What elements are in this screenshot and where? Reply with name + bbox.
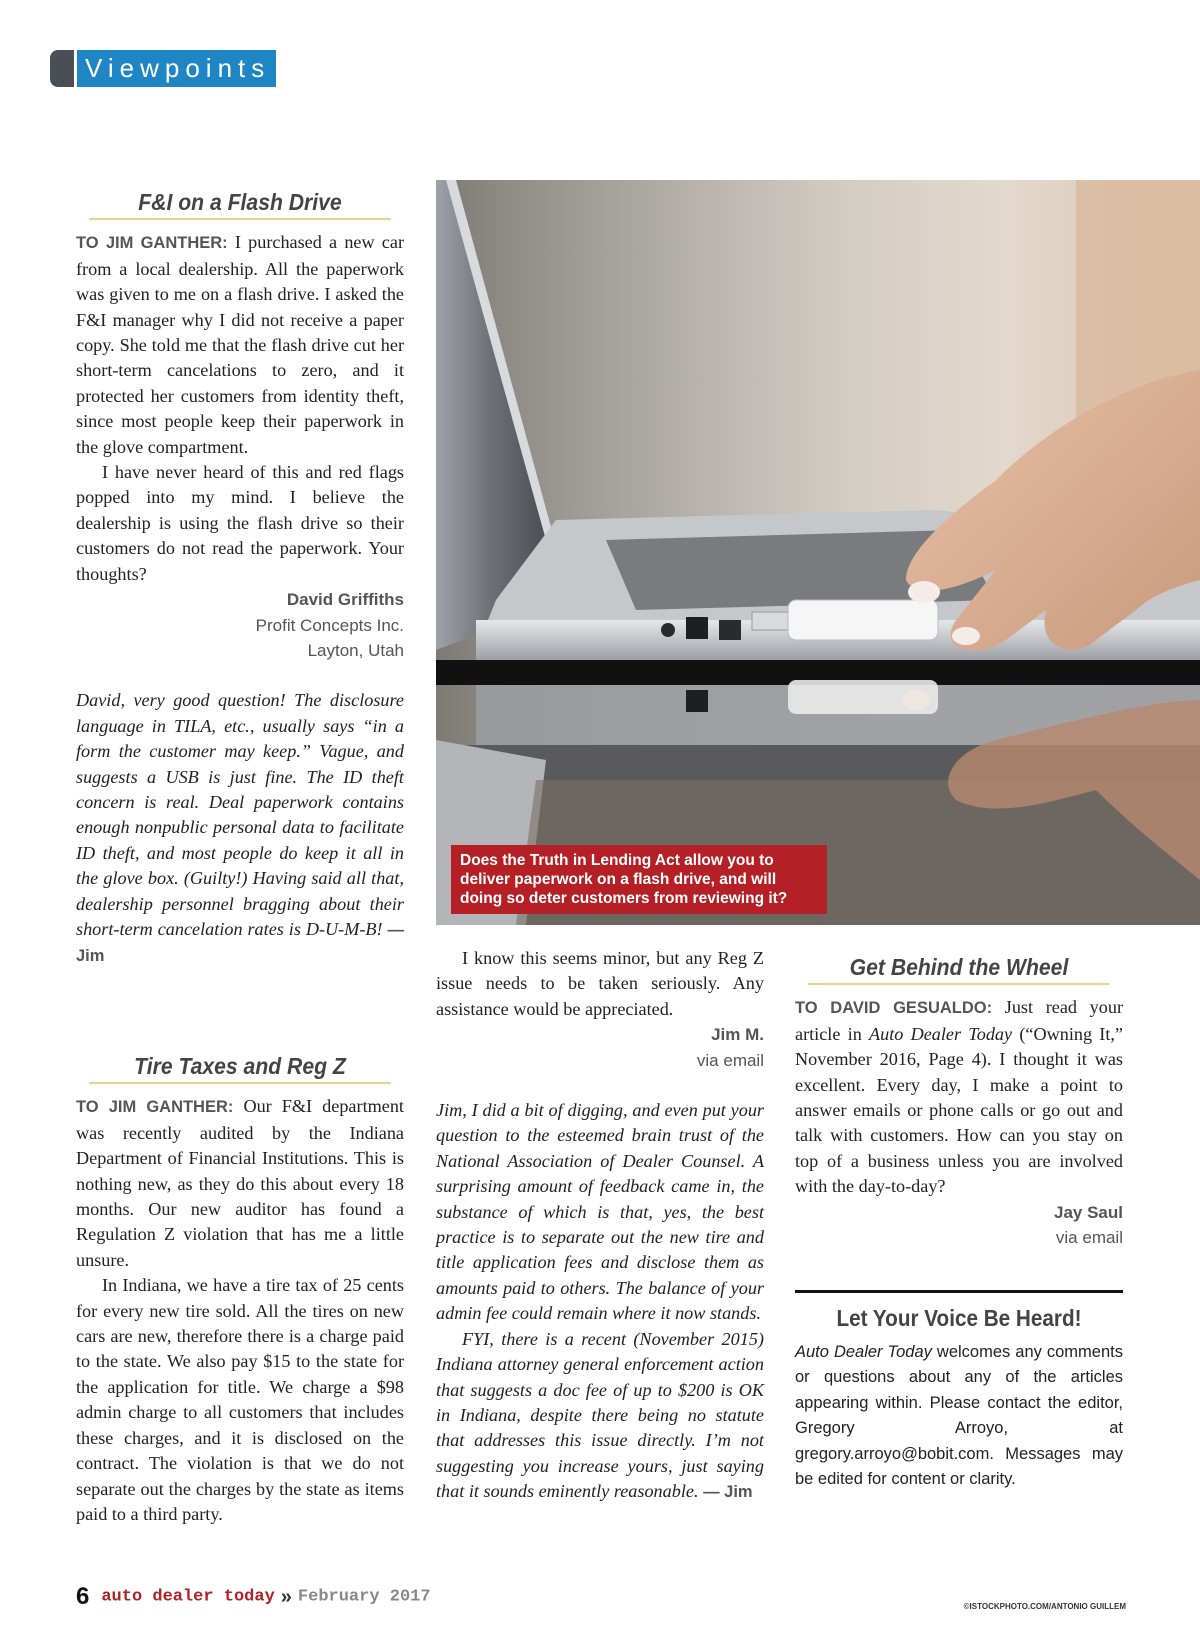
voice-box: [795, 1290, 1123, 1492]
voice-title: Let Your Voice Be Heard!: [836, 1305, 1082, 1331]
publication-name: Auto Dealer Today: [795, 1343, 932, 1361]
section-tag-label: Viewpoints: [77, 50, 276, 87]
letter-text: (“Owning It,” November 2016, Page 4). I thought it was excellent. Every day, I make a point to answer emails or phone calls or go out and talk with customers. How can you stay on top of a business unless you are involved with the day-to-day?: [795, 1023, 1123, 1197]
letter-recipient: TO JIM GANTHER:: [76, 1098, 234, 1117]
letter-flash-drive: [76, 190, 404, 970]
letter-paragraph: [76, 230, 404, 460]
letter-paragraph: In Indiana, we have a tire tax of 25 cents for every new tire sold. All the tires on new cars are new, therefore there is a charge paid to the state. We also pay $15 to the state for the application for title. We charge a $98 admin charge to all customers that includes these charges, and it is disclosed on the contract. The violation is that we do not separate out the charges by the state as items paid to a third party.: [76, 1275, 404, 1524]
signature-company: Profit Concepts Inc.: [255, 615, 404, 635]
section-tag: [50, 50, 276, 87]
footer-publication: auto dealer today: [101, 1587, 275, 1607]
answer-text: David, very good question! The disclosure language in TILA, etc., usually says “in a form the customer may keep.” Vague, and suggests a USB is just fine. The ID theft concern is real. Deal paperwork contains enough nonpublic personal data to facilitate ID theft, and most people do keep it all in the glove box. (Guilty!) Having said all that, dealership personnel bragging about their short-term cancelation rates is D-U-M-B!: [76, 690, 404, 939]
letter-title: Tire Taxes and Reg Z: [89, 1054, 391, 1084]
letter-recipient: TO JIM GANTHER:: [76, 234, 228, 253]
letter-tire-taxes-continued: [436, 946, 764, 1506]
letter-get-behind-the-wheel: [795, 955, 1123, 1250]
letter-title: F&I on a Flash Drive: [89, 190, 391, 220]
footer-issue: February 2017: [297, 1587, 431, 1607]
answer-paragraph: [76, 688, 404, 969]
page-footer: [76, 1583, 431, 1611]
answer-paragraph: [436, 1327, 764, 1506]
page-number: 6: [76, 1583, 90, 1610]
signature-name: Jay Saul: [1054, 1202, 1123, 1222]
letter-paragraph: I have never heard of this and red flags popped into my mind. I believe the dealership is using the flash drive so their customers do not read the paperwork. Your thoughts?: [76, 462, 404, 584]
publication-name: Auto Dealer Today: [869, 1023, 1013, 1044]
signature-location: Layton, Utah: [307, 640, 404, 660]
letter-paragraph: I know this seems minor, but any Reg Z issue needs to be taken seriously. Any assistance would be appreciated.: [436, 948, 764, 1019]
signature-via: via email: [1055, 1228, 1123, 1248]
letter-text: Our F&I department was recently audited by the Indiana Department of Financial Institutions. This is nothing new, as they do this about every 18 months. Our new auditor has found a Regulation Z violation that has me a little unsure.: [76, 1096, 404, 1270]
letter-signature: [436, 1022, 764, 1073]
answer-signature: — Jim: [76, 920, 404, 966]
laptop-photo-illustration: [436, 180, 1200, 925]
answer-text: FYI, there is a recent (November 2015) Indiana attorney general enforcement action that suggests a doc fee of up to $200 is OK in Indiana, despite there being no statute that addresses this issue directly. I’m not suggesting you increase yours, just saying that it sounds eminently reasonable.: [436, 1328, 764, 1502]
footer-separator: »: [280, 1585, 292, 1608]
letter-paragraph: [76, 1094, 404, 1273]
section-tag-nub: [50, 50, 74, 87]
answer-signature: — Jim: [703, 1483, 753, 1502]
letter-paragraph: [795, 995, 1123, 1199]
photo-caption: Does the Truth in Lending Act allow you to deliver paperwork on a flash drive, and will doing so deter customers from reviewing it?: [451, 845, 827, 914]
answer-paragraph: Jim, I did a bit of digging, and even put your question to the esteemed brain trust of the National Association of Dealer Counsel. A surprising amount of feedback came in, the substance of which is that, yes, the best practice is to separate out the new tire and title application fees and disclose them as amounts paid to others. The balance of your admin fee could remain where it now stands.: [436, 1100, 764, 1324]
letter-recipient: TO DAVID GESUALDO:: [795, 999, 993, 1018]
photo-laptop-flash-drive: [436, 180, 1200, 925]
letter-tire-taxes: [76, 1054, 404, 1527]
signature-name: Jim M.: [711, 1025, 764, 1045]
photo-credit: ©ISTOCKPHOTO.COM/ANTONIO GUILLEM: [963, 1602, 1126, 1611]
voice-body: welcomes any comments or questions about any of the articles appearing within. Please contact the editor, Gregory Arroyo, at gregory.arroyo@bobit.com. Messages may be edited for content or clarity.: [795, 1343, 1123, 1489]
signature-name: David Griffiths: [286, 590, 404, 610]
signature-via: via email: [696, 1050, 764, 1070]
letter-signature: [795, 1200, 1123, 1251]
letter-text: Just read your article in: [795, 997, 1124, 1044]
letter-signature: [76, 587, 404, 663]
letter-title: Get Behind the Wheel: [808, 955, 1110, 985]
letter-text: I purchased a new car from a local dealership. All the paperwork was given to me on a flash drive. I asked the F&I manager why I did not receive a paper copy. She told me that the flash drive cut her short-term cancelations to zero, and it protected her customers from identity theft, since most people keep their paperwork in the glove compartment.: [76, 232, 405, 457]
voice-text: [795, 1340, 1123, 1492]
